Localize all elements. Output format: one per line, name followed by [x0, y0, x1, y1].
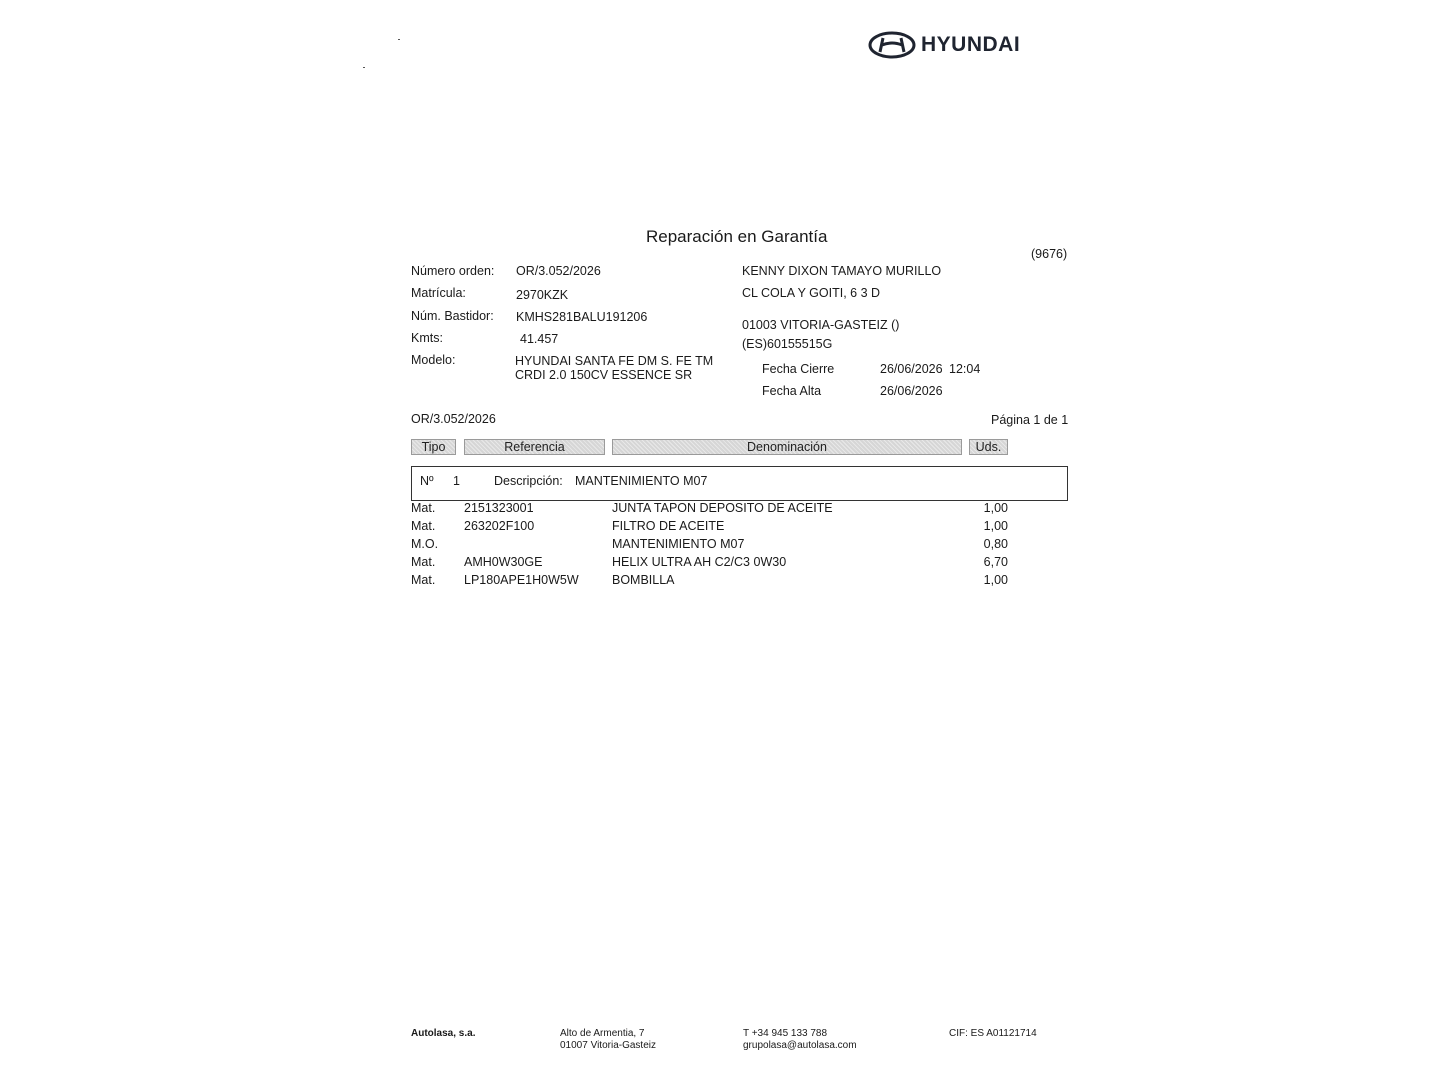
row-denominacion: FILTRO DE ACEITE: [612, 519, 725, 533]
column-header-referencia: Referencia: [464, 439, 605, 455]
footer-cif: CIF: ES A01121714: [949, 1028, 1037, 1039]
column-header-tipo: Tipo: [411, 439, 456, 455]
document-code: (9676): [1031, 247, 1068, 261]
row-tipo: Mat.: [411, 573, 436, 587]
row-uds: 1,00: [983, 501, 1008, 515]
row-tipo: Mat.: [411, 555, 436, 569]
footer-email: grupolasa@autolasa.com: [743, 1040, 857, 1051]
row-denominacion: MANTENIMIENTO M07: [612, 537, 745, 551]
open-date-label: Fecha Alta: [762, 384, 822, 398]
hyundai-logo: [868, 30, 1020, 60]
close-date-value: 26/06/2026: [880, 362, 943, 376]
row-uds: 6,70: [983, 555, 1008, 569]
footer-address-line1: Alto de Armentia, 7: [560, 1028, 645, 1039]
footer-company: Autolasa, s.a.: [411, 1028, 476, 1039]
customer-city: 01003 VITORIA-GASTEIZ (): [742, 318, 900, 332]
order-reference: OR/3.052/2026: [411, 412, 496, 426]
page-indicator: Página 1 de 1: [991, 413, 1069, 427]
row-tipo: M.O.: [411, 537, 439, 551]
close-time-value: 12:04: [949, 362, 981, 376]
scan-speck: [363, 67, 365, 68]
order-number-value: OR/3.052/2026: [516, 264, 601, 278]
customer-address: CL COLA Y GOITI, 6 3 D: [742, 286, 881, 300]
footer-address-line2: 01007 Vitoria-Gasteiz: [560, 1040, 656, 1051]
section-description: MANTENIMIENTO M07: [575, 474, 708, 488]
row-uds: 1,00: [983, 519, 1008, 533]
row-referencia: LP180APE1H0W5W: [464, 573, 579, 587]
plate-value: 2970KZK: [516, 288, 569, 302]
customer-name: KENNY DIXON TAMAYO MURILLO: [742, 264, 942, 278]
model-value-line1: HYUNDAI SANTA FE DM S. FE TM: [515, 354, 714, 368]
document-title: Reparación en Garantía: [646, 227, 828, 246]
row-tipo: Mat.: [411, 501, 436, 515]
model-label: Modelo:: [411, 353, 456, 367]
column-header-uds: Uds.: [969, 439, 1008, 455]
scan-speck: [398, 39, 400, 40]
customer-tax-id: (ES)60155515G: [742, 337, 833, 351]
row-tipo: Mat.: [411, 519, 436, 533]
footer-phone: T +34 945 133 788: [743, 1028, 828, 1039]
row-referencia: AMH0W30GE: [464, 555, 543, 569]
brand-name: HYUNDAI: [921, 33, 1021, 56]
plate-label: Matrícula:: [411, 286, 466, 300]
row-denominacion: BOMBILLA: [612, 573, 675, 587]
order-number-label: Número orden:: [411, 264, 495, 278]
section-description-label: Descripción:: [494, 474, 563, 488]
open-date-value: 26/06/2026: [880, 384, 943, 398]
section-number: 1: [453, 474, 460, 488]
row-uds: 1,00: [983, 573, 1008, 587]
row-denominacion: HELIX ULTRA AH C2/C3 0W30: [612, 555, 787, 569]
close-date-label: Fecha Cierre: [762, 362, 835, 376]
kms-value: 41.457: [520, 332, 559, 346]
row-referencia: 263202F100: [464, 519, 535, 533]
column-header-denominacion: Denominación: [612, 439, 962, 455]
row-uds: 0,80: [983, 537, 1008, 551]
vin-value: KMHS281BALU191206: [516, 310, 648, 324]
row-referencia: 2151323001: [464, 501, 534, 515]
hyundai-emblem-icon: [868, 30, 916, 60]
row-denominacion: JUNTA TAPON DEPOSITO DE ACEITE: [612, 501, 833, 515]
kms-label: Kmts:: [411, 331, 443, 345]
vin-label: Núm. Bastidor:: [411, 309, 494, 323]
model-value-line2: CRDI 2.0 150CV ESSENCE SR: [515, 368, 693, 382]
section-number-label: Nº: [420, 474, 434, 488]
